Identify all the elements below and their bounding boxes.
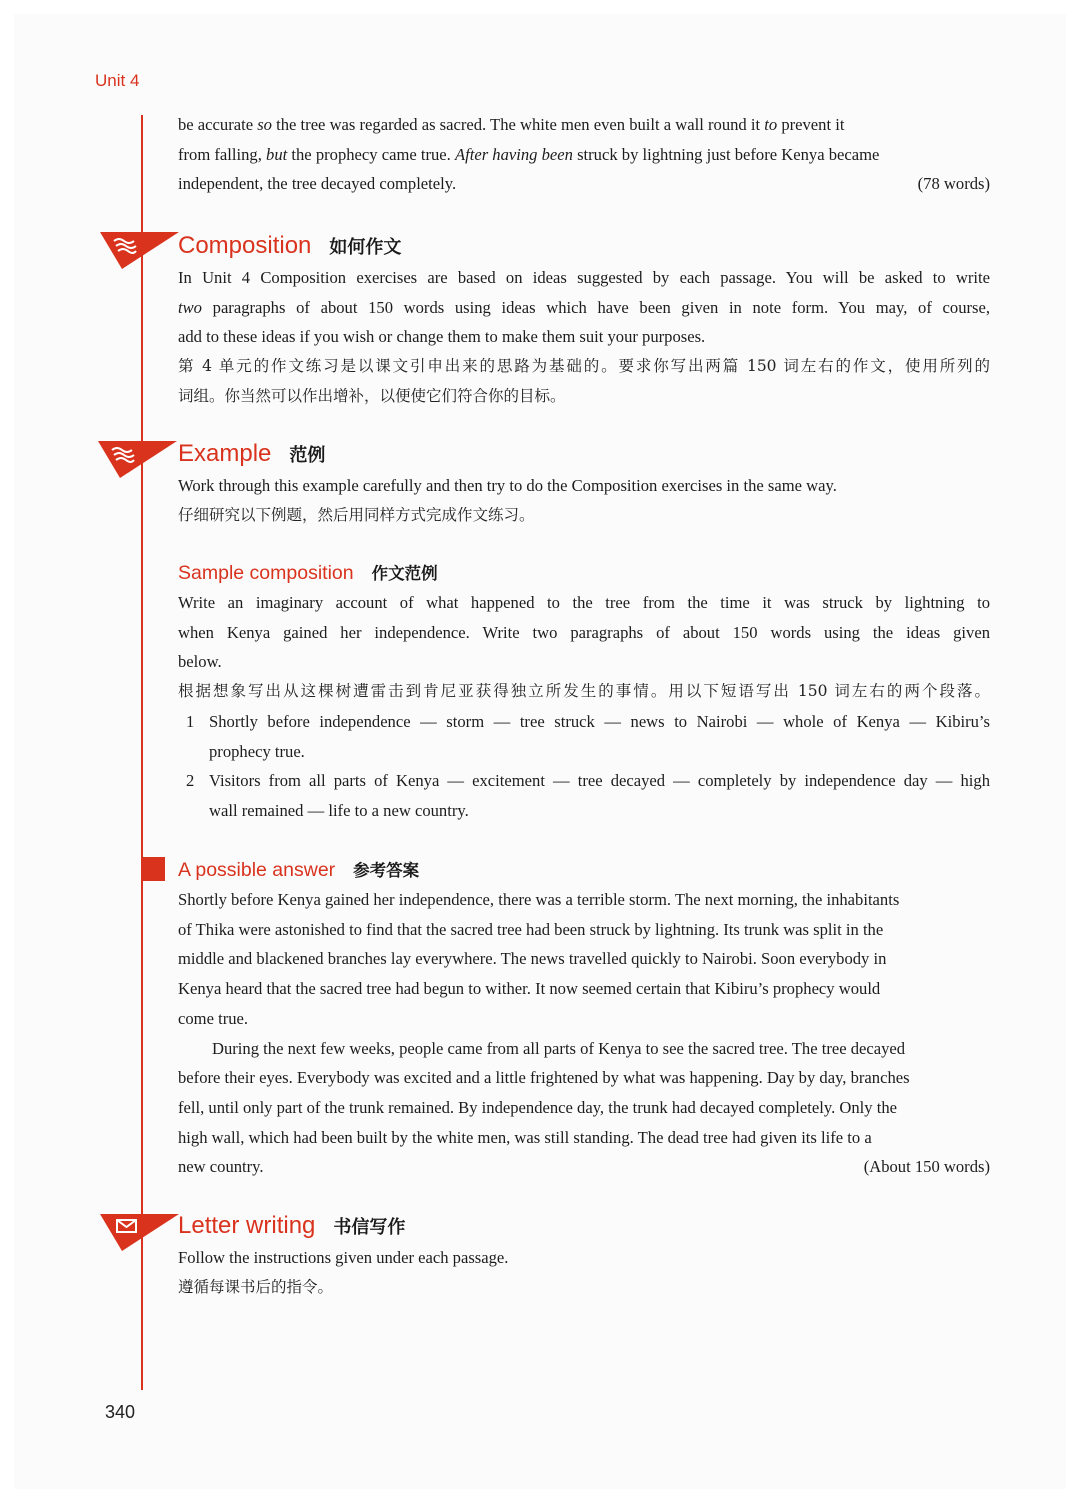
- answer-line: before their eyes. Everybody was excited and a little frightened by what was happening. Day by day, branches: [178, 1068, 910, 1088]
- sample-line-2: when Kenya gained her independence. Write two paragraphs of about 150 words using the ideas given: [178, 622, 990, 642]
- list-number: 2: [186, 771, 195, 791]
- sample-composition-heading: Sample composition 作文范例: [178, 562, 438, 584]
- composition-heading: Composition 如何作文: [178, 232, 402, 259]
- letter-writing-heading: Letter writing 书信写作: [178, 1212, 406, 1239]
- composition-section: [178, 231, 990, 412]
- intro-paragraph: [178, 110, 990, 199]
- composition-line-2: two paragraphs of about 150 words using ideas which have been given in note form. You may, of course,: [178, 297, 990, 317]
- intro-line-3: independent, the tree decayed completely. (78 words): [178, 169, 990, 199]
- list-item-line: Visitors from all parts of Kenya — excitement — tree decayed — completely by independence day — high: [209, 771, 990, 791]
- answer-line: high wall, which had been built by the white men, was still standing. The dead tree had given its life to a: [178, 1127, 872, 1147]
- example-cn-line-1: 仔细研究以下例题，然后用同样方式完成作文练习。: [178, 505, 535, 524]
- composition-line-3: add to these ideas if you wish or change them to make them suit your purposes.: [178, 327, 706, 347]
- list-item-line: Shortly before independence — storm — tree struck — news to Nairobi — whole of Kenya — Kibiru’s: [209, 711, 990, 731]
- margin-line: [141, 115, 143, 1390]
- possible-answer-heading: A possible answer 参考答案: [178, 859, 420, 881]
- sample-cn-line: 根据想象写出从这棵树遭雷击到肯尼亚获得独立所发生的事情。用以下短语写出 150 词左右的两个段落。: [178, 682, 990, 701]
- intro-line-1: be accurate so the tree was regarded as sacred. The white men even built a wall round it to prevent it: [178, 115, 845, 134]
- letter-cn-line-1: 遵循每课书后的指令。: [178, 1277, 334, 1296]
- composition-line-1: In Unit 4 Composition exercises are based on ideas suggested by each passage. You will be asked to write: [178, 268, 990, 287]
- composition-cn-line-2: 词组。你当然可以作出增补，以便使它们符合你的目标。: [178, 386, 566, 405]
- example-heading: Example 范例: [178, 440, 326, 467]
- unit-label: Unit 4: [95, 71, 140, 90]
- list-item-line: prophecy true.: [209, 741, 305, 761]
- example-section: [178, 439, 990, 530]
- answer-line: middle and blackened branches lay everywhere. The news travelled quickly to Nairobi. Soon everybody in: [178, 949, 887, 969]
- answer-line: Shortly before Kenya gained her independence, there was a terrible storm. The next morning, the inhabitants: [178, 890, 900, 909]
- sample-composition-section: [178, 559, 990, 826]
- composition-cn-line-1: 第 4 单元的作文练习是以课文引申出来的思路为基础的。要求你写出两篇 150 词左右的作文，使用所列的: [178, 357, 990, 376]
- letter-line-1: Follow the instructions given under each passage.: [178, 1248, 509, 1267]
- list-item-line: wall remained — life to a new country.: [209, 800, 469, 820]
- example-flag-icon: [98, 438, 178, 480]
- page-number: 340: [105, 1402, 136, 1422]
- list-item: [178, 707, 990, 766]
- composition-flag-icon: [100, 229, 180, 271]
- answer-marker-icon: [143, 857, 165, 881]
- sample-line-1: Write an imaginary account of what happened to the tree from the time it was struck by lightning to: [178, 593, 990, 612]
- answer-last-line: new country. (About 150 words): [178, 1152, 990, 1182]
- letter-writing-section: [178, 1211, 990, 1302]
- intro-line-2: from falling, but the prophecy came true. After having been struck by lightning just before Kenya became: [178, 144, 880, 164]
- list-item: [178, 766, 990, 825]
- word-count: (78 words): [917, 174, 990, 194]
- sample-line-3: below.: [178, 652, 222, 672]
- answer-line: come true.: [178, 1008, 249, 1028]
- answer-line: During the next few weeks, people came from all parts of Kenya to see the sacred tree. The tree decayed: [212, 1038, 906, 1058]
- possible-answer-section: [178, 856, 990, 1182]
- answer-line: fell, until only part of the trunk remained. By independence day, the trunk had decayed completely. Only the: [178, 1097, 897, 1117]
- envelope-flag-icon: [100, 1211, 180, 1253]
- example-line-1: Work through this example carefully and then try to do the Composition exercises in the same way.: [178, 476, 837, 495]
- list-number: 1: [186, 711, 195, 731]
- answer-line: of Thika were astonished to find that the sacred tree had been struck by lightning. Its trunk was split in the: [178, 919, 884, 939]
- answer-line: Kenya heard that the sacred tree had begun to wither. It now seemed certain that Kibiru’s prophecy would: [178, 979, 881, 999]
- answer-word-count: (About 150 words): [863, 1157, 990, 1177]
